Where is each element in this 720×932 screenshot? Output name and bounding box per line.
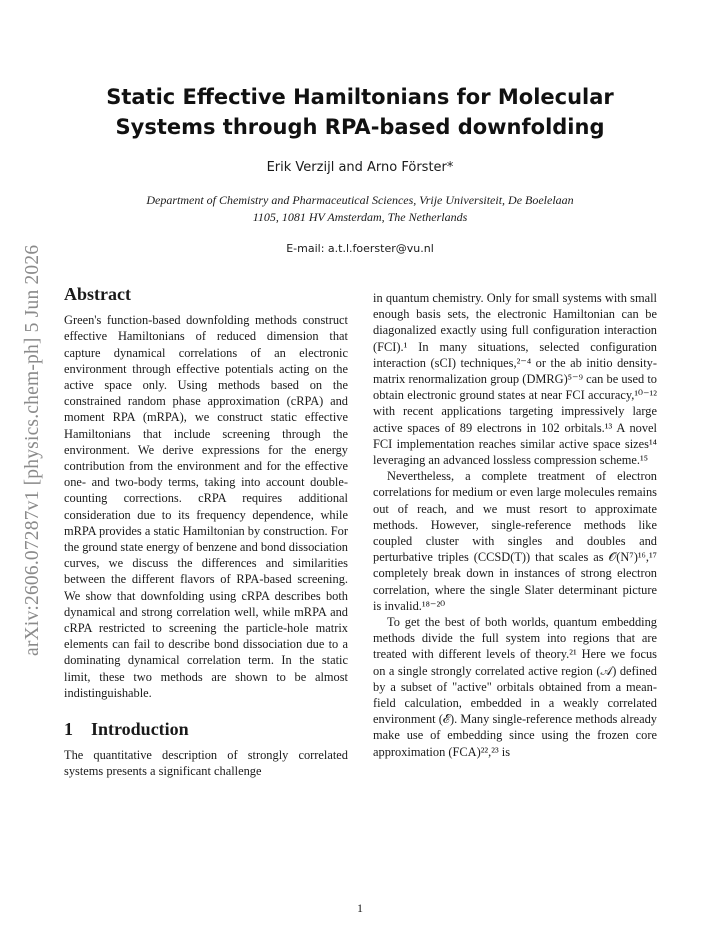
title-line: Static Effective Hamiltonians for Molecular: [106, 85, 614, 109]
section-title: Introduction: [91, 719, 189, 740]
body-paragraph: Nevertheless, a complete treatment of electron correlations for medium or even large molecules remains out of reach, and we must resort to approximate methods. However, single-reference methods like coupled cluster with singles and doubles and perturbative triples (CCSD(T)) that scales as 𝒪(N⁷)¹⁶,¹⁷ completely break down in instances of strong electron correlation, where the single Slater determinant picture is invalid.¹⁸⁻²⁰: [373, 469, 657, 613]
right-column: [373, 290, 657, 760]
authors: Erik Verzijl and Arno Förster*: [266, 160, 454, 175]
abstract-heading: Abstract: [64, 284, 131, 304]
intro-paragraph: The quantitative description of strongly correlated systems presents a significant challenge: [64, 748, 348, 779]
affiliation-line: 1105, 1081 HV Amsterdam, The Netherlands: [252, 210, 468, 224]
section-heading-introduction: [64, 719, 348, 740]
section-number: 1: [64, 719, 73, 740]
title-line: Systems through RPA-based downfolding: [115, 115, 605, 139]
page-number: 1: [357, 901, 363, 915]
affiliation-line: Department of Chemistry and Pharmaceutical Sciences, Vrije Universiteit, De Boelelaan: [146, 193, 574, 207]
left-column: [64, 286, 348, 780]
body-paragraph: To get the best of both worlds, quantum embedding methods divide the full system into regions that are treated with different levels of theory.²¹ Here we focus on a single strongly correlated active region (𝒜) defined by a subset of "active" orbitals obtained from a mean-field calculation, embedded in a weakly correlated environment (ℰ). Many single-reference methods already make use of embedding since using the frozen core approximation (FCA)²²,²³ is: [373, 615, 657, 759]
arxiv-identifier: arXiv:2606.07287v1 [physics.chem-ph] 5 Jun 2026: [22, 244, 43, 656]
body-paragraph: in quantum chemistry. Only for small systems with small enough basis sets, the electronic Hamiltonian can be diagonalized exactly using full configuration interaction (FCI).¹ In many situations, selected configuration interaction (sCI) techniques,²⁻⁴ or the ab initio density-matrix renormalization group (DMRG)⁵⁻⁹ can be used to obtain electronic ground states at near FCI accuracy,¹⁰⁻¹² with recent applications targeting impressively large active spaces of 89 electrons in 102 orbitals.¹³ A novel FCI implementation reaches similar active space sizes¹⁴ leveraging an advanced lossless compression scheme.¹⁵: [373, 291, 657, 468]
affiliation: [80, 192, 640, 226]
abstract-text: Green's function-based downfolding methods construct effective Hamiltonians of reduced dimension that capture dynamical correlations of an electronic environment through effective potentials acting on the active space only. Using methods based on the constrained random phase approximation (cRPA) and moment RPA (mRPA), we construct static effective Hamiltonians that include screening through the environment. We derive expressions for the energy contribution from the environment and for the effective one- and two-body terms, taking into account double-counting corrections. cRPA requires additional consideration due to its frequency dependence, while mRPA provides a static Hamiltonian by construction. For the ground state energy of benzene and bond dissociation curves, we discuss the differences and similarities between the different flavors of RPA-based screening. We show that downfolding using cRPA describes both dynamical and strong correlation well, while mRPA and cRPA restricted to screening the particle-hole matrix elements can fail to describe bond dissociation due to a dominating dynamical correlation term. In the static limit, these two methods are shown to be almost indistinguishable.: [64, 313, 348, 700]
paper-title: [80, 82, 640, 142]
contact-email: E-mail: a.t.l.foerster@vu.nl: [286, 242, 434, 255]
